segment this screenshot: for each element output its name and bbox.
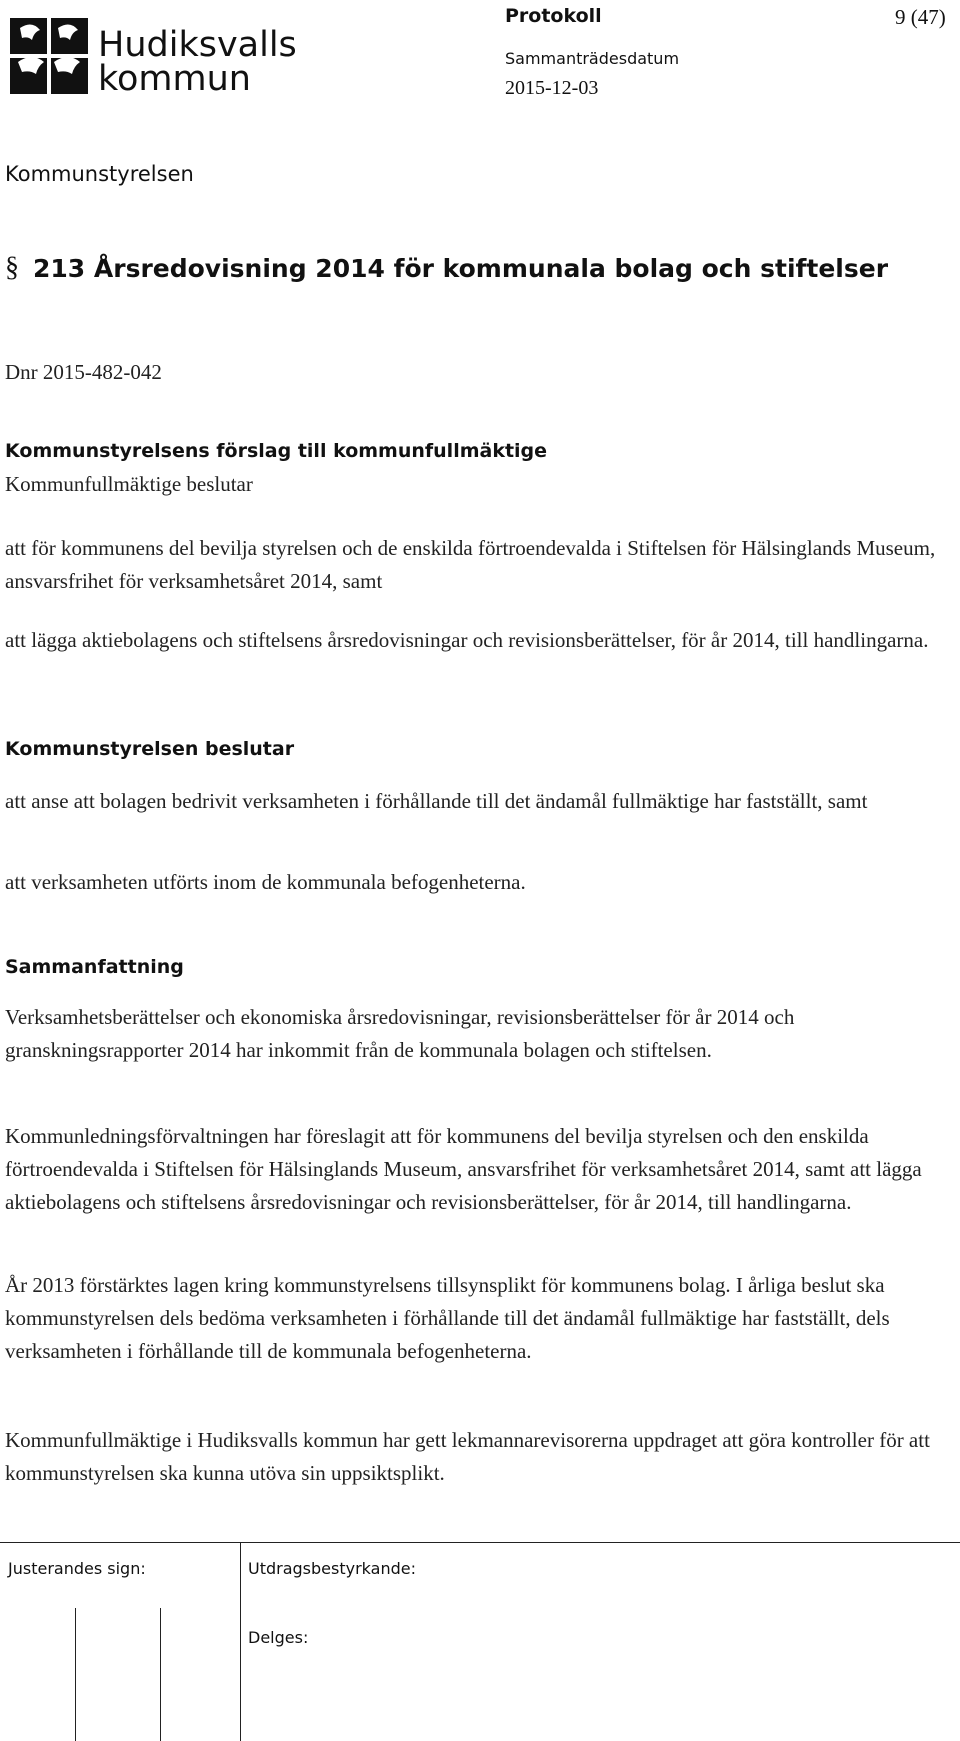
footer-column-divider <box>240 1543 241 1741</box>
summary-paragraph-1: Verksamhetsberättelser och ekonomiska årsredovisningar, revisionsberättelser för år 2014 och granskningsrapporter 2014 har inkommit från de kommunala bolagen och stiftelsen. <box>5 1005 795 1062</box>
footer-divider <box>0 1542 960 1543</box>
meeting-date-label: Sammanträdesdatum <box>505 49 680 68</box>
proposal-heading: Kommunstyrelsens förslag till kommunfullmäktige <box>5 440 548 462</box>
summary-paragraph-2: Kommunledningsförvaltningen har föreslagit att för kommunens del bevilja styrelsen och den enskilda förtroendevalda i Stiftelsen för Hälsinglands Museum, ansvarsfrihet för verksamhetsåret 2014, samt att lägga aktiebolagens och stiftelsens årsredovisningar och revisionsberättelser, för år 2014, till handlingarna. <box>5 1124 922 1214</box>
board-name: Kommunstyrelsen <box>5 162 194 186</box>
extract-certification-label: Utdragsbestyrkande: <box>248 1559 416 1578</box>
decision-point-2: att verksamheten utförts inom de kommunala befogenheterna. <box>5 870 526 894</box>
sign-label: Justerandes sign: <box>8 1559 146 1578</box>
meeting-date: 2015-12-03 <box>505 77 599 99</box>
goat-crest-icon <box>10 18 88 94</box>
document-type: Protokoll <box>505 5 602 27</box>
item-title: 213 Årsredovisning 2014 för kommunala bolag och stiftelser <box>33 254 889 283</box>
proposal-intro: Kommunfullmäktige beslutar <box>5 472 253 496</box>
decision-heading: Kommunstyrelsen beslutar <box>5 738 295 760</box>
logo-line-1: Hudiksvalls <box>98 25 297 65</box>
summary-paragraph-4: Kommunfullmäktige i Hudiksvalls kommun har gett lekmannarevisorerna uppdraget att göra kontroller för att kommunstyrelsen ska kunna utöva sin uppsiktsplikt. <box>5 1428 930 1485</box>
proposal-point-1: att för kommunens del bevilja styrelsen och de enskilda förtroendevalda i Stiftelsen för Hälsinglands Museum, ansvarsfrihet för verksamhetsåret 2014, samt <box>5 536 936 593</box>
summary-heading: Sammanfattning <box>5 956 184 978</box>
sign-box-divider-2 <box>160 1608 161 1741</box>
distributed-to-label: Delges: <box>248 1628 309 1647</box>
page-number: 9 (47) <box>895 5 946 29</box>
section-sign-icon: § <box>5 252 19 283</box>
summary-paragraph-3: År 2013 förstärktes lagen kring kommunstyrelsens tillsynsplikt för kommunens bolag. I årliga beslut ska kommunstyrelsen dels bedöma verksamheten i förhållande till det ändamål fullmäktige har fastställt, dels verksamheten i förhållande till de kommunala befogenheterna. <box>5 1273 890 1363</box>
proposal-point-2: att lägga aktiebolagens och stiftelsens årsredovisningar och revisionsberättelser, för år 2014, till handlingarna. <box>5 628 929 652</box>
logo-line-2: kommun <box>98 59 251 99</box>
municipality-logo <box>10 18 297 99</box>
sign-box-divider-1 <box>75 1608 76 1741</box>
decision-point-1: att anse att bolagen bedrivit verksamheten i förhållande till det ändamål fullmäktige har fastställt, samt <box>5 789 868 813</box>
case-number: Dnr 2015-482-042 <box>5 360 162 384</box>
